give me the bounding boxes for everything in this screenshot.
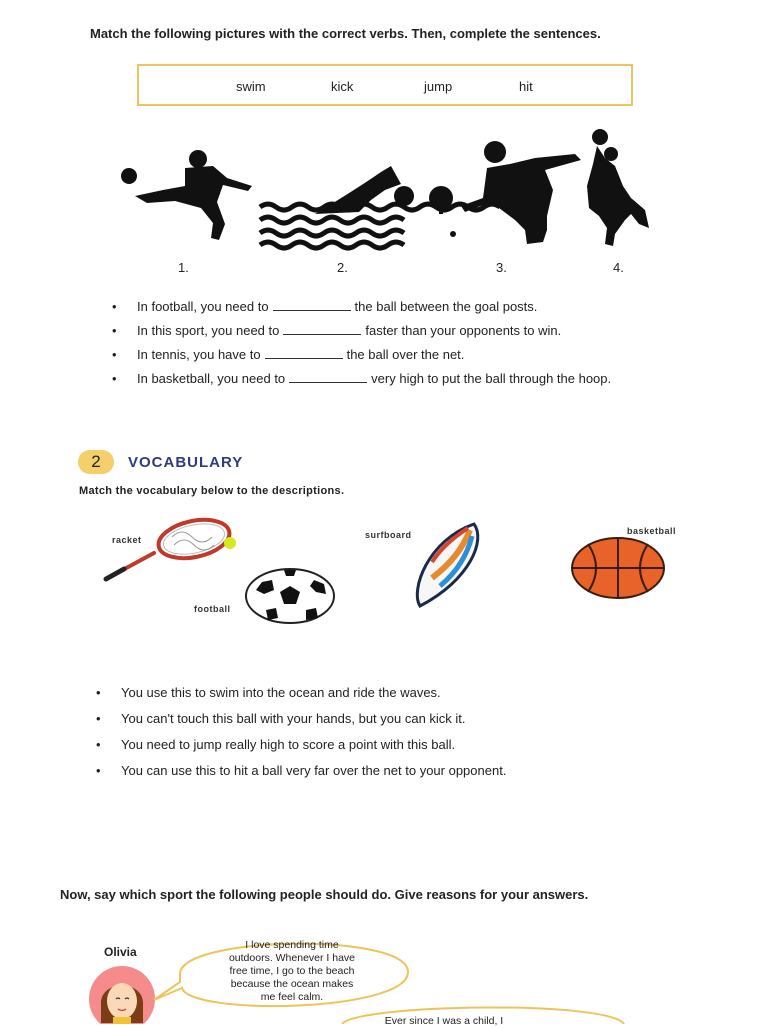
label-surfboard: surfboard [365, 530, 412, 540]
vocabulary-descriptions-list [96, 685, 716, 789]
verb-hit: hit [519, 79, 533, 94]
sentence-item: • In this sport, you need to faster than your opponents to win. [112, 323, 712, 347]
sentence-item: • In tennis, you have to the ball over the net. [112, 347, 712, 371]
picture-number-1: 1. [178, 260, 189, 275]
description-item: • You can use this to hit a ball very far over the net to your opponent. [96, 763, 716, 789]
avatar-olivia [87, 965, 157, 1024]
basketball-icon [570, 536, 666, 600]
picture-number-2: 2. [337, 260, 348, 275]
tennis-racket-icon [102, 515, 242, 585]
picture-number-4: 4. [613, 260, 624, 275]
answer-blank[interactable] [283, 324, 361, 335]
fill-in-sentences-list [112, 299, 712, 395]
description-item: • You need to jump really high to score a point with this ball. [96, 737, 716, 763]
label-football: football [194, 604, 231, 614]
person-name: Olivia [104, 945, 137, 959]
speech-bubble-1-text: I love spending time outdoors. Whenever I have free time, I go to the beach because the ocean makes me feel calm. [228, 939, 356, 1003]
instruction-match-pictures: Match the following pictures with the correct verbs. Then, complete the sentences. [90, 26, 601, 41]
label-racket: racket [112, 535, 142, 545]
answer-blank[interactable] [273, 300, 351, 311]
section-title: VOCABULARY [128, 454, 244, 471]
speech-bubble-2-text: Ever since I was a child, I [384, 1015, 504, 1027]
verb-jump: jump [424, 79, 453, 94]
verb-swim: swim [236, 79, 266, 94]
surfboard-icon [410, 520, 486, 608]
description-item: • You use this to swim into the ocean and ride the waves. [96, 685, 716, 711]
sentence-item: • In basketball, you need to very high to put the ball through the hoop. [112, 371, 712, 395]
football-ball-icon [244, 568, 336, 624]
answer-blank[interactable] [265, 348, 343, 359]
label-basketball: basketball [627, 526, 677, 536]
sports-silhouettes-image [115, 128, 660, 254]
description-item: • You can't touch this ball with your hands, but you can kick it. [96, 711, 716, 737]
answer-blank[interactable] [289, 372, 367, 383]
verb-box [137, 64, 633, 106]
basketball-player-silhouette-icon [587, 129, 649, 246]
sentence-item: • In football, you need to the ball between the goal posts. [112, 299, 712, 323]
picture-number-3: 3. [496, 260, 507, 275]
instruction-match-vocabulary: Match the vocabulary below to the descriptions. [79, 485, 345, 497]
tennis-player-silhouette-icon [429, 141, 581, 244]
verb-kick: kick [331, 79, 354, 94]
instruction-which-sport: Now, say which sport the following people should do. Give reasons for your answers. [60, 887, 589, 902]
football-kick-silhouette-icon [121, 150, 252, 240]
section-number-badge: 2 [78, 450, 114, 474]
